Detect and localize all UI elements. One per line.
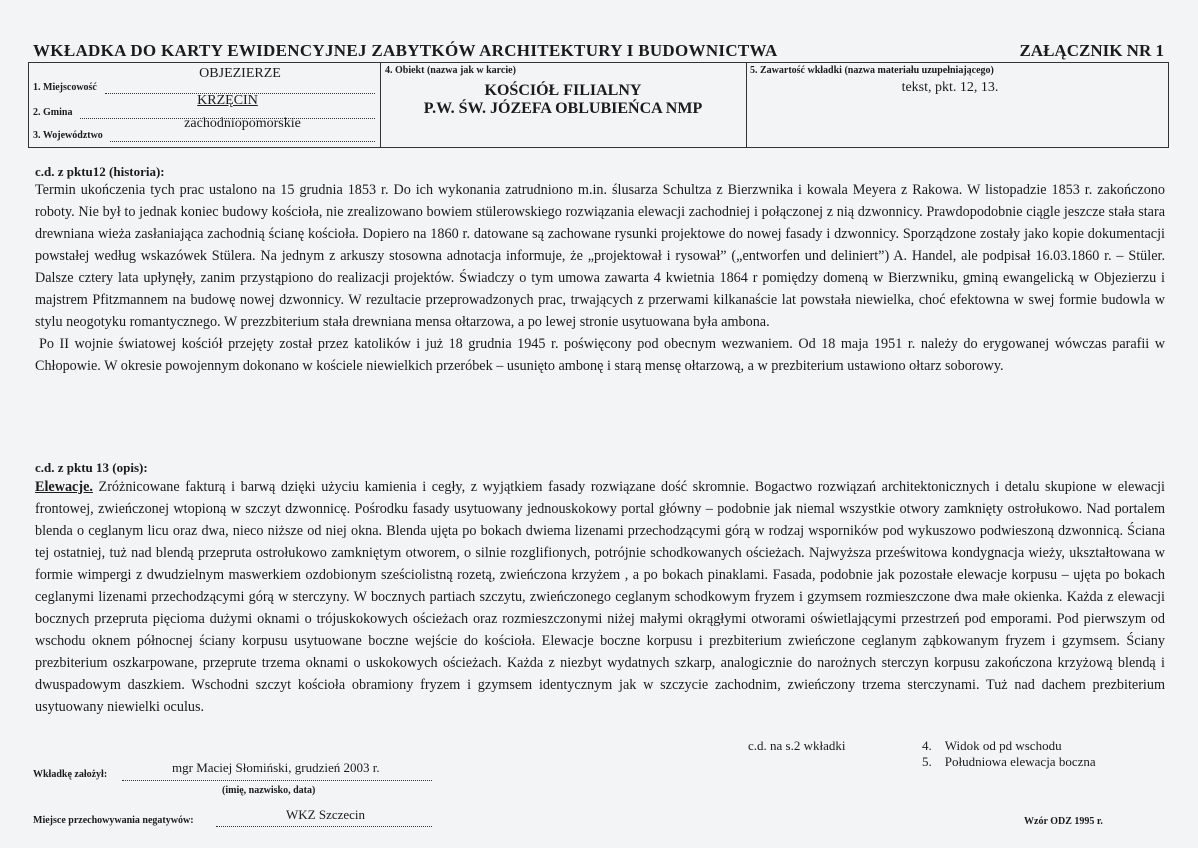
storage-value: WKZ Szczecin (286, 807, 366, 822)
description-body: Zróżnicowane fakturą i barwą dzięki użyciu kamienia i cegły, z wyjątkiem fasady rozwiązane dość skromnie. Bogactwo rozwiązań architektonicznych i detalu skupione w elewacji frontowej, zwieńczonej wtopioną w szczyt dzwonnicę. Pośrodku fasady usytuowany jednouskokowy portal główny – podobnie jak niemal wszystkie otwory zamknięty ostrołukowo. Nad portalem blenda o ceglanym licu oraz dwa, nieco niższe od niej okna. Blenda ujęta po bokach dwiema lizenami przechodzącymi górą w rodzaj wsporników pod wykuszowo podwieszoną dzwonnicą. Ściana tej ostatniej, tuż nad blendą przepruta ostrołukowo zamkniętym otworem, o silnie rozglifionych, potrójnie schodkowanych ościeżach. Najwyższa prześwitowa kondygnacja wieży, ukształtowana w formie wimpergi z dwudzielnym maswerkiem ozdobionym sześciolistną rozetą, zwieńczona krzyżem , a po bokach pinaklami. Fasada, podobnie jak pozostałe elewacje korpusu – ujęta po bokach ceglanymi lizenami przechodzącymi górą w sterczyny. W bocznych partiach szczytu, zwieńczonego ceglanym schodkowym fryzem i gzymsem rozmieszczone dwa małe okienka. Każda z elewacji bocznych przepruta pięcioma dużymi oknami o trójuskokowych ościeżach oraz rozmieszczonymi niżej małymi okrągłymi otworami oświetlającymi przestrzeń pod emporami. Pod pierwszym od wschodu oknem północnej ściany korpusu usytuowane boczne wejście do kościoła. Elewacje boczne korpusu i prezbiterium zwieńczone ceglanym ząbkowanym fryzem i gzymsem. Ściany prezbiterium oszkarpowane, przeprute trzema oknami o uskokowych ościeżach. Każda z niezbyt wydatnych szkarp, analogicznie do narożnych sterczyn korpusu zakończona krzyżową blendą i dwuspadowym daszkiem. Wschodni szczyt kościoła obramiony fryzem i gzymsem identycznym jak w szczycie zachodnim, zwieńczony trzema sterczynami. Tuż nad dachem prezbiterium usytuowany niewielki oculus. (35, 479, 1165, 715)
history-paragraph-1: Termin ukończenia tych prac ustalono na 15 grudnia 1853 r. Do ich wykonania zatrudniono m.in. ślusarza Schultza z Bierzwnika i kowala Meyera z Rakowa. W listopadzie 1853 r. zakończono roboty. Nie był to jednak koniec budowy kościoła, nie zrealizowano bowiem stülerowskiego rozwiązania elewacji zachodniej i połączonej z nią dzwonnicy. Prawdopodobnie ciągle jeszcze stała stara drewniana wieża zasłaniająca zachodnią ścianę kościoła. Dopiero na 1860 r. datowane są zachowane rysunki projektowe do nowej fasady i dzwonnicy. Sporządzone zostały jako kopie dokumentacji powstałej według wskazówek Stülera. Na jednym z arkuszy stosowna adnotacja informuje, że „projektował i rysował” („entworfen und deliniert”) A. Handel, ale podpisał 16.03.1860 r. – Stüler. Dalsze cztery lata upłynęły, zanim przystąpiono do realizacji projektów. Świadczy o tym umowa zawarta 4 kwietnia 1864 r pomiędzy domeną w Bierzwniku, gminą ewangelicką w Objezierzu i majstrem Pfitzmannem na budowę nowej dzwonnicy. W rezultacie przeprowadzonych prac, trwających z przerwami kilkanaście lat powstała niewielka, choć efektowna w swej formie budowla w stylu neogotyku romantycznego. W prezzbiterium stała drewniana mensa ołtarzowa, a po lewej stronie usytuowana była ambona. (35, 182, 1165, 330)
gmina-value: KRZĘCIN (197, 93, 258, 108)
storage-underline (216, 826, 432, 827)
history-text (35, 179, 1165, 377)
pattern-note: Wzór ODZ 1995 r. (1024, 816, 1103, 827)
author-value: mgr Maciej Słomiński, grudzień 2003 r. (172, 760, 380, 775)
miejscowosc-value: OBJEZIERZE (199, 66, 281, 81)
author-label: Wkładkę założył: (33, 769, 108, 780)
history-paragraph-2: Po II wojnie światowej kościół przejęty został przez katolików i już 18 grudnia 1945 r. poświęcony pod obecnym wezwaniem. Od 18 maja 1951 r. należy do erygowanej wówczas parafii w Chłopowie. W okresie powojennym dokonano w kościele niewielkich przeróbek – usunięto ambonę i starą mensę ołtarzową, a w prezbiterium ustawiono ołtarz soborowy. (35, 336, 1165, 374)
zawartosc-value: tekst, pkt. 12, 13. (901, 80, 999, 95)
description-paragraph (35, 476, 1165, 718)
description-text (35, 476, 1165, 718)
annex-number: ZAŁĄCZNIK NR 1 (1019, 41, 1164, 60)
object-name (382, 82, 744, 118)
photo-list-item: 4. Widok od pd wschodu (922, 738, 1062, 753)
wojewodztwo-label: 3. Województwo (33, 130, 103, 141)
description-heading: c.d. z pktu 13 (opis): (35, 460, 148, 475)
object-name-line1: KOŚCIÓŁ FILIALNY (484, 82, 642, 99)
obiekt-label: 4. Obiekt (nazwa jak w karcie) (385, 65, 516, 76)
grid-divider-1 (380, 62, 381, 148)
history-heading: c.d. z pktu12 (historia): (35, 164, 165, 179)
document-title: WKŁADKA DO KARTY EWIDENCYJNEJ ZABYTKÓW ARCHITEKTURY I BUDOWNICTWA (33, 41, 778, 60)
photo-list-item: 5. Południowa elewacja boczna (922, 754, 1096, 769)
photo-list (922, 738, 1096, 770)
elewacje-lead: Elewacje. (35, 479, 93, 495)
continued-note: c.d. na s.2 wkładki (748, 738, 846, 753)
wojewodztwo-value: zachodniopomorskie (184, 116, 301, 131)
grid-divider-2 (746, 62, 747, 148)
miejscowosc-label: 1. Miejscowość (33, 82, 97, 93)
author-hint: (imię, nazwisko, data) (222, 785, 316, 796)
zawartosc-label: 5. Zawartość wkładki (nazwa materiału uzupełniającego) (750, 65, 994, 76)
gmina-label: 2. Gmina (33, 107, 73, 118)
wojewodztwo-underline (110, 141, 375, 142)
object-name-line2: P.W. ŚW. JÓZEFA OBLUBIEŃCA NMP (423, 100, 703, 117)
storage-label: Miejsce przechowywania negatywów: (33, 815, 194, 826)
author-underline (122, 780, 432, 781)
